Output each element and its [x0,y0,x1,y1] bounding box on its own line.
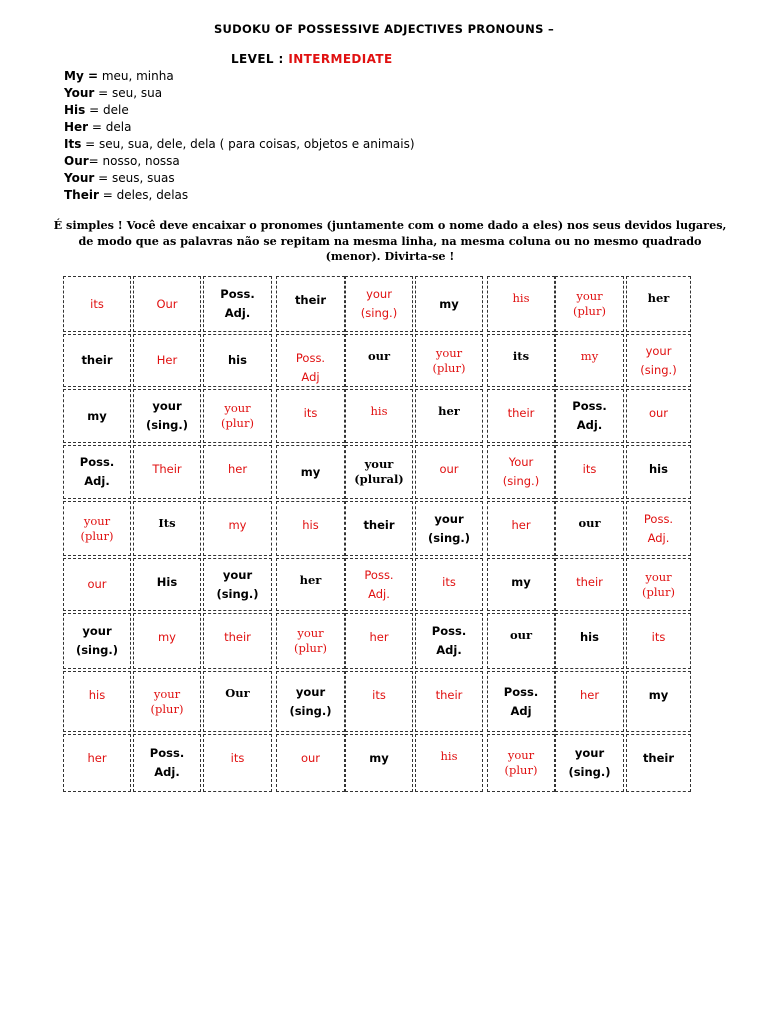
definition-term: His [64,103,86,117]
sudoku-cell [133,389,201,443]
sudoku-cell [63,389,131,443]
cell-text: her [299,573,322,587]
sudoku-cell [415,445,483,499]
cell-text: your (plur) [432,345,466,375]
cell-text: your (plur) [504,748,538,777]
definition-item [64,187,415,204]
sudoku-cell [63,558,131,611]
cell-text: His [156,575,178,589]
cell-text: its [90,296,104,311]
cell-text: his [440,749,458,763]
sudoku-cell [276,389,345,443]
level-value: INTERMEDIATE [288,52,393,66]
cell-text: my [648,688,669,702]
cell-text: her [647,291,670,305]
sudoku-cell [276,501,345,556]
sudoku-cell [63,445,131,499]
cell-text: your (plural) [354,457,404,486]
cell-text: Poss. Adj [295,351,326,384]
definition-meaning: = seu, sua [94,86,163,100]
cell-text: Their [152,462,182,476]
definition-meaning: = seu, sua, dele, dela ( para coisas, objetos e animais) [81,137,415,151]
definition-meaning: = seus, suas [94,171,175,185]
cell-text: Poss. Adj. [431,624,467,657]
cell-text: its [512,349,530,363]
cell-text: Our [156,296,178,311]
cell-text: your (plur) [221,401,254,430]
cell-text: its [303,406,318,420]
sudoku-cell [626,334,691,387]
sudoku-cell [133,613,201,669]
sudoku-cell [276,671,345,732]
cell-text: their [576,575,603,589]
cell-text: your (plur) [150,686,184,716]
sudoku-cell [626,734,691,792]
cell-text: her [438,404,460,418]
cell-text: Poss. Adj. [364,567,394,601]
cell-text: my [157,630,176,644]
sudoku-cell [555,501,624,556]
sudoku-cell [63,613,131,669]
definition-item [64,136,415,153]
definition-term: Our [64,154,89,168]
cell-text: their [81,353,113,367]
sudoku-cell [555,671,624,732]
sudoku-cell [626,558,691,611]
cell-text: your (sing.) [360,287,398,320]
sudoku-cell [63,671,131,732]
cell-text: Poss. Adj [503,684,539,718]
sudoku-cell [345,445,413,499]
cell-text: her [227,462,248,476]
sudoku-cell [276,445,345,499]
sudoku-cell [626,501,691,556]
cell-text: my [300,464,321,479]
cell-text: my [511,575,531,589]
cell-text: Her [156,353,178,367]
cell-text: your (sing.) [145,399,189,432]
sudoku-cell [203,501,272,556]
cell-text: their [642,751,675,765]
definition-term: Your [64,171,95,185]
sudoku-cell [487,613,555,669]
cell-text: Poss. Adj. [149,746,185,779]
definition-term: Your [64,86,95,100]
sudoku-cell [555,276,624,332]
sudoku-cell [276,613,345,669]
sudoku-cell [203,734,272,792]
sudoku-cell [63,734,131,792]
cell-text: their [507,406,535,420]
cell-text: his [512,291,530,305]
sudoku-cell [133,501,201,556]
cell-text: your (plur) [80,513,114,543]
sudoku-grid [63,276,693,794]
cell-text: his [370,404,388,418]
sudoku-cell [63,334,131,387]
sudoku-cell [203,558,272,611]
sudoku-cell [487,445,555,499]
cell-text: Its [158,516,176,530]
level-label: LEVEL : [231,52,289,66]
sudoku-cell [555,613,624,669]
sudoku-cell [555,445,624,499]
sudoku-cell [415,671,483,732]
sudoku-cell [415,734,483,792]
sudoku-cell [487,389,555,443]
cell-text: its [372,688,386,702]
definition-term: Their [64,188,99,202]
sudoku-cell [345,334,413,387]
sudoku-cell [487,558,555,611]
definition-item [64,153,415,170]
cell-text: his [580,630,599,644]
definition-meaning: = deles, delas [98,188,189,202]
cell-text: your (sing.) [75,624,119,657]
sudoku-cell [555,334,624,387]
definition-term: My = [64,69,98,83]
sudoku-cell [276,558,345,611]
cell-text: your (plur) [573,289,606,318]
sudoku-cell [415,389,483,443]
sudoku-cell [626,671,691,732]
sudoku-cell [276,334,345,387]
cell-text: his [302,518,319,532]
cell-text: your (sing.) [289,684,332,718]
sudoku-cell [133,671,201,732]
sudoku-cell [626,445,691,499]
sudoku-cell [203,613,272,669]
cell-text: Poss. Adj. [79,455,115,488]
sudoku-cell [133,445,201,499]
cell-text: your (sing.) [640,343,677,377]
cell-text: your (plur) [642,569,675,599]
definition-item [64,85,415,102]
sudoku-cell [415,334,483,387]
definition-meaning: = dela [88,120,132,134]
cell-text: her [369,630,389,644]
definition-item [64,119,415,136]
sudoku-cell [203,671,272,732]
cell-text: your (plur) [294,626,327,655]
cell-text: her [579,688,600,702]
cell-text: its [582,462,597,476]
definition-meaning: meu, minha [98,69,174,83]
sudoku-cell [345,558,413,611]
sudoku-cell [555,734,624,792]
sudoku-cell [345,389,413,443]
sudoku-cell [345,501,413,556]
definition-term: Its [64,137,82,151]
cell-text: our [367,349,391,363]
cell-text: our [439,462,459,476]
cell-text: Our [225,686,250,700]
cell-text: its [651,630,666,644]
sudoku-cell [555,389,624,443]
sudoku-cell [415,613,483,669]
sudoku-cell [415,501,483,556]
cell-text: Poss. Adj. [220,287,255,320]
definition-meaning: = nosso, nossa [88,154,180,168]
definition-item [64,102,415,119]
sudoku-cell [487,501,555,556]
sudoku-cell [203,276,272,332]
cell-text: my [369,751,389,765]
cell-text: her [511,518,531,532]
cell-text: our [648,406,669,420]
cell-text: our [509,628,533,642]
sudoku-cell [276,734,345,792]
cell-text: their [363,518,395,532]
sudoku-cell [345,276,413,332]
cell-text: his [228,353,247,367]
sudoku-cell [487,734,555,792]
sudoku-cell [133,734,201,792]
level-line [231,52,393,66]
sudoku-cell [63,501,131,556]
sudoku-cell [276,276,345,332]
cell-text: Poss. Adj. [572,399,607,432]
cell-text: our [87,577,107,591]
cell-text: your (sing.) [216,567,259,601]
cell-text: his [88,688,106,702]
sudoku-cell [626,613,691,669]
sudoku-cell [133,558,201,611]
sudoku-cell [345,671,413,732]
sudoku-cell [415,276,483,332]
definitions-list [64,68,415,204]
sudoku-cell [203,389,272,443]
sudoku-cell [487,671,555,732]
definition-term: Her [64,120,89,134]
cell-text: my [228,518,247,532]
sudoku-cell [626,276,691,332]
definition-item [64,68,415,85]
cell-text: their [224,630,251,644]
cell-text: its [442,575,456,589]
cell-text: Your (sing.) [502,455,540,488]
cell-text: his [649,462,668,476]
cell-text: my [87,408,107,423]
sudoku-cell [487,334,555,387]
cell-text: your (sing.) [568,746,611,779]
cell-text: their [294,293,327,307]
cell-text: their [435,688,463,702]
cell-text: our [578,516,601,530]
sudoku-cell [133,334,201,387]
sudoku-cell [626,389,691,443]
cell-text: her [87,751,107,765]
sudoku-cell [203,334,272,387]
sudoku-cell [555,558,624,611]
cell-text: Poss. Adj. [643,511,674,545]
cell-text: your (sing.) [427,511,471,545]
cell-text: my [439,296,459,311]
cell-text: our [300,751,321,765]
instructions-text: É simples ! Você deve encaixar o pronomes (juntamente com o nome dado a eles) nos seus devidos lugares, de modo que as palavras não se repitam na mesma linha, na mesma coluna ou no mesmo quadrado (menor). Divirta-se ! [53,218,727,263]
sudoku-cell [487,276,555,332]
sudoku-cell [415,558,483,611]
sudoku-cell [345,613,413,669]
sudoku-cell [203,445,272,499]
sudoku-cell [133,276,201,332]
page-title: SUDOKU OF POSSESSIVE ADJECTIVES PRONOUNS – [213,22,555,36]
sudoku-cell [345,734,413,792]
definition-meaning: = dele [85,103,129,117]
cell-text: my [580,349,599,363]
definition-item [64,170,415,187]
cell-text: its [230,751,245,765]
sudoku-cell [63,276,131,332]
